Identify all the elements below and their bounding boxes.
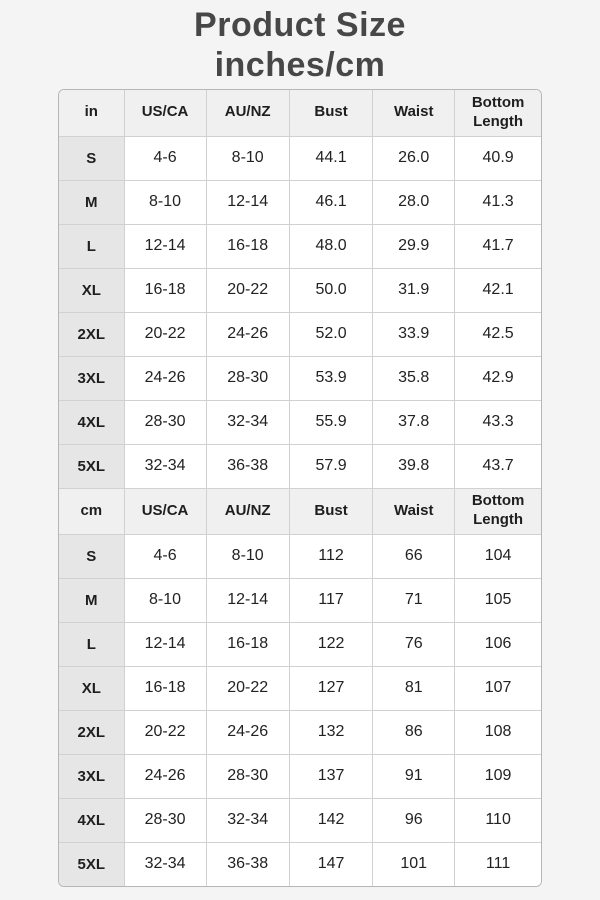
value-cell: 35.8 [373, 356, 455, 400]
table-row-cm-3xl [59, 754, 541, 798]
page-subtitle: inches/cm [214, 46, 386, 84]
table-row-in-xl [59, 268, 541, 312]
value-cell: 44.1 [289, 136, 372, 180]
table-row-cm-l [59, 622, 541, 666]
value-cell: 24-26 [206, 710, 289, 754]
column-header-unit-cm: cm [59, 488, 124, 534]
value-cell: 4-6 [124, 534, 206, 578]
table-row-in-m [59, 180, 541, 224]
column-header-waist: Waist [373, 488, 455, 534]
value-cell: 43.7 [455, 444, 541, 488]
size-label-cell: 3XL [59, 754, 124, 798]
table-row-cm-xl [59, 666, 541, 710]
value-cell: 41.7 [455, 224, 541, 268]
page-title: Product Size [194, 6, 406, 44]
column-header-bust: Bust [289, 90, 372, 136]
value-cell: 20-22 [124, 312, 206, 356]
table-row-in-2xl [59, 312, 541, 356]
value-cell: 12-14 [206, 578, 289, 622]
value-cell: 24-26 [124, 356, 206, 400]
size-label-cell: S [59, 136, 124, 180]
value-cell: 36-38 [206, 444, 289, 488]
value-cell: 12-14 [124, 224, 206, 268]
size-label-cell: 3XL [59, 356, 124, 400]
value-cell: 86 [373, 710, 455, 754]
value-cell: 29.9 [373, 224, 455, 268]
value-cell: 16-18 [124, 666, 206, 710]
value-cell: 41.3 [455, 180, 541, 224]
size-label-cell: 2XL [59, 710, 124, 754]
column-header-bottom-length: Bottom Length [455, 90, 541, 136]
value-cell: 108 [455, 710, 541, 754]
value-cell: 42.1 [455, 268, 541, 312]
value-cell: 20-22 [124, 710, 206, 754]
column-header-bottom-length: Bottom Length [455, 488, 541, 534]
size-chart-table-wrapper [58, 89, 542, 887]
value-cell: 12-14 [206, 180, 289, 224]
value-cell: 28-30 [124, 400, 206, 444]
value-cell: 28-30 [124, 798, 206, 842]
column-header-waist: Waist [373, 90, 455, 136]
value-cell: 26.0 [373, 136, 455, 180]
value-cell: 71 [373, 578, 455, 622]
value-cell: 4-6 [124, 136, 206, 180]
value-cell: 117 [289, 578, 372, 622]
size-label-cell: XL [59, 268, 124, 312]
column-header-unit-in: in [59, 90, 124, 136]
size-label-cell: M [59, 578, 124, 622]
value-cell: 20-22 [206, 268, 289, 312]
value-cell: 16-18 [206, 622, 289, 666]
header-row-cm [59, 488, 541, 534]
column-header-us-ca: US/CA [124, 488, 206, 534]
value-cell: 76 [373, 622, 455, 666]
value-cell: 46.1 [289, 180, 372, 224]
value-cell: 106 [455, 622, 541, 666]
value-cell: 33.9 [373, 312, 455, 356]
value-cell: 107 [455, 666, 541, 710]
value-cell: 32-34 [124, 444, 206, 488]
size-label-cell: L [59, 622, 124, 666]
size-label-cell: 4XL [59, 400, 124, 444]
value-cell: 32-34 [206, 798, 289, 842]
value-cell: 127 [289, 666, 372, 710]
column-header-bust: Bust [289, 488, 372, 534]
value-cell: 8-10 [206, 534, 289, 578]
size-label-cell: S [59, 534, 124, 578]
value-cell: 142 [289, 798, 372, 842]
size-label-cell: 5XL [59, 842, 124, 886]
column-header-us-ca: US/CA [124, 90, 206, 136]
value-cell: 111 [455, 842, 541, 886]
value-cell: 132 [289, 710, 372, 754]
value-cell: 96 [373, 798, 455, 842]
value-cell: 48.0 [289, 224, 372, 268]
value-cell: 16-18 [124, 268, 206, 312]
value-cell: 122 [289, 622, 372, 666]
size-label-cell: 2XL [59, 312, 124, 356]
value-cell: 52.0 [289, 312, 372, 356]
header-row-in [59, 90, 541, 136]
value-cell: 42.5 [455, 312, 541, 356]
value-cell: 37.8 [373, 400, 455, 444]
value-cell: 24-26 [206, 312, 289, 356]
size-chart-table [59, 90, 541, 886]
value-cell: 43.3 [455, 400, 541, 444]
value-cell: 39.8 [373, 444, 455, 488]
column-header-au-nz: AU/NZ [206, 488, 289, 534]
value-cell: 91 [373, 754, 455, 798]
value-cell: 8-10 [206, 136, 289, 180]
table-row-in-4xl [59, 400, 541, 444]
value-cell: 32-34 [124, 842, 206, 886]
size-label-cell: 5XL [59, 444, 124, 488]
value-cell: 66 [373, 534, 455, 578]
value-cell: 16-18 [206, 224, 289, 268]
table-row-cm-5xl [59, 842, 541, 886]
value-cell: 12-14 [124, 622, 206, 666]
value-cell: 32-34 [206, 400, 289, 444]
size-label-cell: XL [59, 666, 124, 710]
table-row-in-3xl [59, 356, 541, 400]
table-row-cm-m [59, 578, 541, 622]
table-row-cm-2xl [59, 710, 541, 754]
title-block [0, 0, 600, 85]
value-cell: 28.0 [373, 180, 455, 224]
value-cell: 137 [289, 754, 372, 798]
value-cell: 20-22 [206, 666, 289, 710]
value-cell: 110 [455, 798, 541, 842]
value-cell: 105 [455, 578, 541, 622]
value-cell: 81 [373, 666, 455, 710]
table-row-cm-4xl [59, 798, 541, 842]
value-cell: 8-10 [124, 180, 206, 224]
value-cell: 28-30 [206, 356, 289, 400]
value-cell: 50.0 [289, 268, 372, 312]
value-cell: 31.9 [373, 268, 455, 312]
value-cell: 24-26 [124, 754, 206, 798]
table-row-in-l [59, 224, 541, 268]
value-cell: 55.9 [289, 400, 372, 444]
value-cell: 104 [455, 534, 541, 578]
size-label-cell: 4XL [59, 798, 124, 842]
value-cell: 147 [289, 842, 372, 886]
value-cell: 40.9 [455, 136, 541, 180]
column-header-au-nz: AU/NZ [206, 90, 289, 136]
value-cell: 57.9 [289, 444, 372, 488]
size-label-cell: L [59, 224, 124, 268]
value-cell: 53.9 [289, 356, 372, 400]
table-row-in-5xl [59, 444, 541, 488]
value-cell: 28-30 [206, 754, 289, 798]
value-cell: 112 [289, 534, 372, 578]
value-cell: 42.9 [455, 356, 541, 400]
value-cell: 8-10 [124, 578, 206, 622]
size-label-cell: M [59, 180, 124, 224]
value-cell: 36-38 [206, 842, 289, 886]
value-cell: 109 [455, 754, 541, 798]
value-cell: 101 [373, 842, 455, 886]
table-row-cm-s [59, 534, 541, 578]
table-row-in-s [59, 136, 541, 180]
